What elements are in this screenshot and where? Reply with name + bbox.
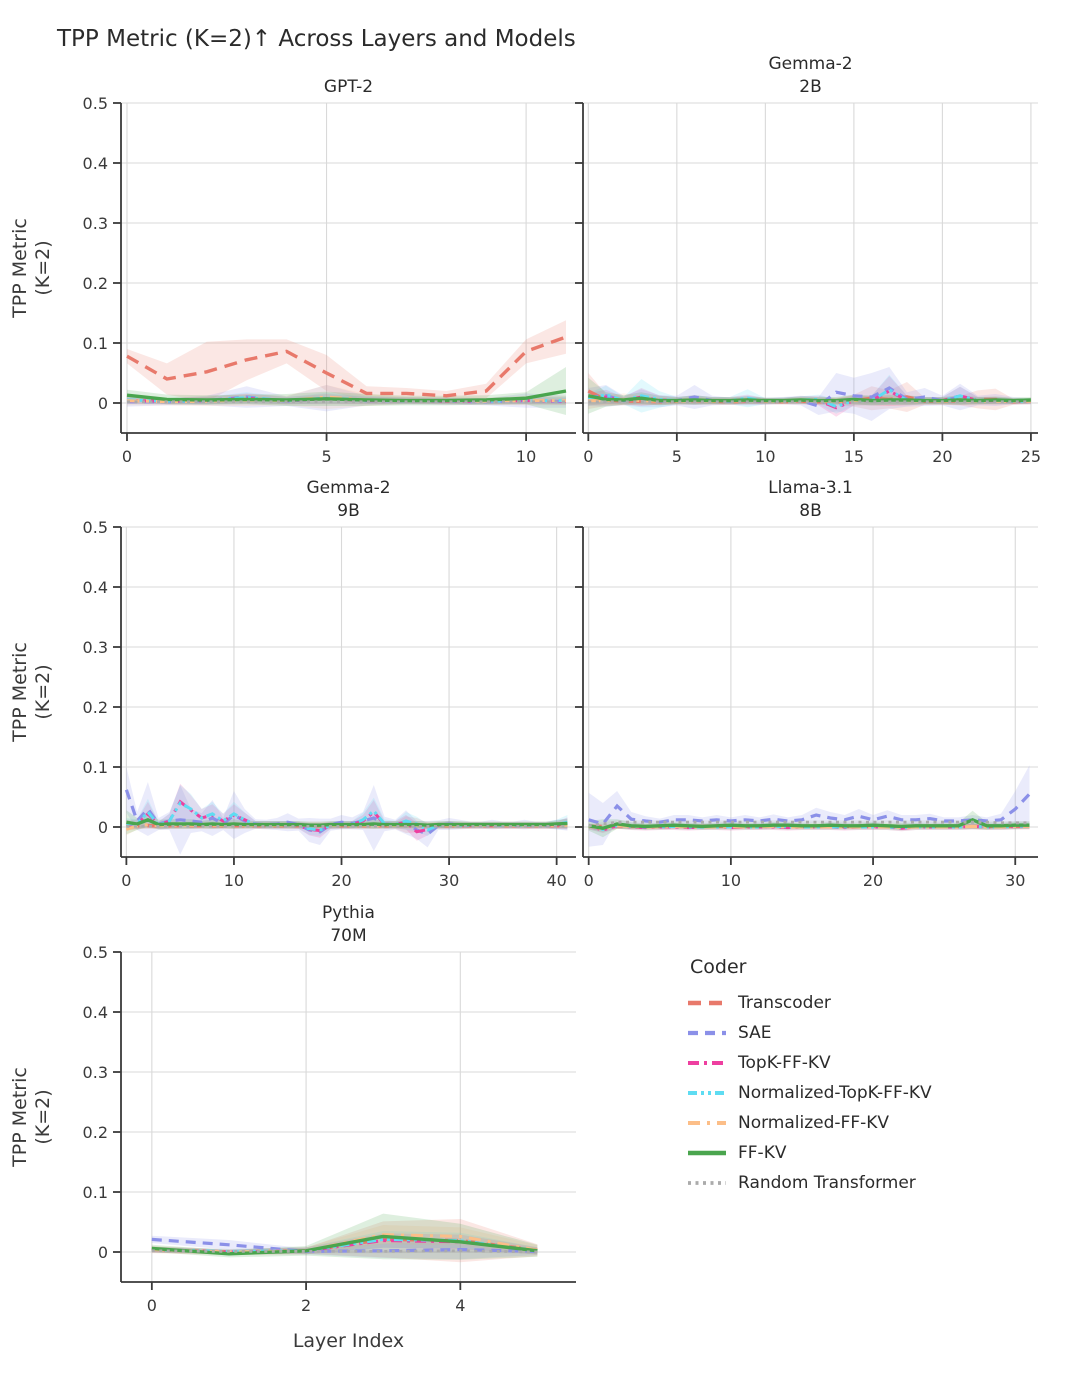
x-tick-label: 25	[1020, 447, 1042, 466]
x-tick-label: 10	[720, 871, 742, 890]
panel-title: Pythia	[322, 903, 375, 923]
y-axis-label	[9, 198, 55, 338]
panel-title: 8B	[799, 501, 822, 521]
gridlines	[583, 527, 1038, 857]
plot-svg-gemma-2-2b	[538, 51, 1055, 479]
chart-panel-pythia-70m	[76, 900, 593, 1328]
legend-entry	[688, 1048, 932, 1078]
x-tick-label: 15	[843, 447, 865, 466]
series-band-SAE	[589, 765, 1030, 847]
legend-entry-label: FF-KV	[738, 1143, 787, 1163]
panel-title: 9B	[337, 501, 360, 521]
panel-title: 2B	[799, 77, 822, 97]
legend-swatch-icon	[688, 1059, 726, 1067]
plot-svg-gpt-2	[76, 51, 593, 479]
legend-swatch-icon	[688, 1119, 726, 1127]
y-tick-label: 0.5	[82, 943, 108, 962]
x-tick-label: 10	[223, 871, 245, 890]
axes	[83, 943, 576, 1315]
y-tick-label: 0.5	[82, 518, 108, 537]
legend-entry-label: Normalized-TopK-FF-KV	[738, 1083, 932, 1103]
x-tick-label: 2	[300, 1296, 312, 1315]
y-tick-label: 0.5	[82, 94, 108, 113]
chart-panel-gemma-2-2b	[538, 51, 1055, 479]
legend-swatch-icon	[688, 1029, 726, 1037]
legend-entry	[688, 1138, 932, 1168]
chart-panel-gemma-2-9b	[76, 475, 593, 903]
x-tick-label: 20	[331, 871, 352, 890]
x-tick-label: 0	[121, 871, 132, 890]
legend-entries	[688, 988, 932, 1198]
x-tick-label: 0	[146, 1296, 157, 1315]
y-axis-label	[9, 1047, 55, 1187]
y-axis-label-line2: (K=2)	[32, 1089, 54, 1145]
y-tick-label: 0.1	[82, 334, 108, 353]
axes	[575, 527, 1038, 890]
gridlines	[583, 103, 1038, 433]
panel-title: 70M	[330, 926, 367, 946]
panel-title: GPT-2	[323, 77, 374, 97]
x-tick-label: 40	[546, 871, 567, 890]
plot-svg-llama-3-1-8b	[538, 475, 1055, 903]
y-tick-label: 0.3	[82, 638, 108, 657]
y-tick-label: 0	[97, 818, 108, 837]
y-axis-label-line2: (K=2)	[32, 664, 54, 720]
y-tick-label: 0.4	[82, 1003, 108, 1022]
legend-entry-label: Random Transformer	[738, 1173, 916, 1193]
plot-svg-pythia-70m	[76, 900, 593, 1328]
figure-title: TPP Metric (K=2)↑ Across Layers and Models	[57, 26, 576, 52]
x-tick-label: 5	[671, 447, 682, 466]
y-tick-label: 0	[97, 394, 108, 413]
y-tick-label: 0.4	[82, 154, 108, 173]
legend-entry	[688, 1018, 932, 1048]
axes	[83, 518, 576, 890]
legend-swatch-icon	[688, 1179, 726, 1187]
x-tick-label: 30	[438, 871, 460, 890]
confidence-bands	[152, 1214, 538, 1263]
y-tick-label: 0.3	[82, 1063, 108, 1082]
x-tick-label: 10	[515, 447, 537, 466]
y-axis-label-line1: TPP Metric	[9, 642, 31, 742]
legend-entry	[688, 1168, 932, 1198]
legend-swatch-icon	[688, 1089, 726, 1097]
y-tick-label: 0.1	[82, 1183, 108, 1202]
confidence-bands	[589, 765, 1030, 847]
x-tick-label: 0	[121, 447, 133, 466]
legend-entry-label: Normalized-FF-KV	[738, 1113, 890, 1133]
legend	[688, 956, 932, 1198]
legend-entry-label: Transcoder	[738, 993, 831, 1013]
y-tick-label: 0.4	[82, 578, 108, 597]
x-tick-label: 0	[583, 871, 594, 890]
legend-entry-label: SAE	[738, 1023, 772, 1043]
panel-title: Gemma-2	[306, 478, 391, 498]
legend-entry	[688, 1108, 932, 1138]
y-tick-label: 0.2	[82, 274, 108, 293]
x-tick-label: 5	[321, 447, 332, 466]
x-tick-label: 4	[455, 1296, 466, 1315]
x-tick-label: 20	[932, 447, 953, 466]
legend-title: Coder	[690, 956, 747, 978]
legend-entry	[688, 1078, 932, 1108]
y-axis-label	[9, 622, 55, 762]
legend-entry	[688, 988, 932, 1018]
chart-panel-gpt-2	[76, 51, 593, 479]
y-axis-label-line2: (K=2)	[32, 240, 54, 296]
y-tick-label: 0.3	[82, 214, 108, 233]
y-axis-label-line1: TPP Metric	[9, 218, 31, 318]
y-tick-label: 0.1	[82, 758, 108, 777]
confidence-bands	[588, 367, 1031, 421]
x-axis-label: Layer Index	[292, 1330, 405, 1352]
y-tick-label: 0.2	[82, 698, 108, 717]
panel-title: Llama-3.1	[768, 478, 853, 498]
x-tick-label: 20	[862, 871, 884, 890]
y-tick-label: 0	[97, 1243, 108, 1262]
legend-swatch-icon	[688, 1149, 726, 1157]
legend-swatch-icon	[688, 999, 726, 1007]
chart-panel-llama-3-1-8b	[538, 475, 1055, 903]
y-axis-label-line1: TPP Metric	[9, 1067, 31, 1167]
y-tick-label: 0.2	[82, 1123, 108, 1142]
x-tick-label: 30	[1005, 871, 1026, 890]
legend-entry-label: TopK-FF-KV	[738, 1053, 831, 1073]
x-tick-label: 0	[583, 447, 594, 466]
x-tick-label: 10	[755, 447, 776, 466]
panel-title: Gemma-2	[768, 54, 853, 74]
plot-svg-gemma-2-9b	[76, 475, 593, 903]
